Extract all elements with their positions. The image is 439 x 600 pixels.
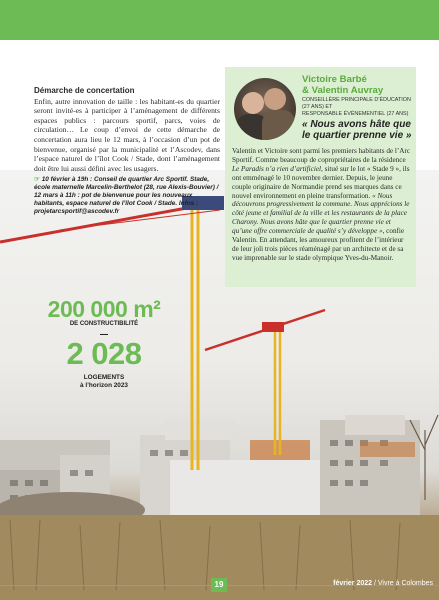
stat-divider	[100, 334, 108, 335]
article-heading: Démarche de concertation	[34, 86, 135, 95]
role-line-2: RESPONSABLE ÉVÉNEMENTIEL (27 ANS)	[302, 111, 409, 118]
article-body: Enfin, autre innovation de taille : les habitant-es du quartier seront invité-es à participer à l’aménagement de différents espaces publics : parcours sportif, parcs, voies de circulation… Le coup d’envoi de cette démarche de concertation aura lieu le 12 mars, à l’occasion d’un pot de bienvenue, organisé par la municipalité et l’Ascodev, dans l’espace naturel de l’îlot Cook / Stade, dont l’aménagement doit être lui aussi défini avec les usagers.	[34, 96, 220, 173]
stat-housing-caption: LOGEMENTS à l’horizon 2023	[80, 374, 128, 389]
info-text: 10 février à 19h : Conseil de quartier Arc Sportif. Stade, école maternelle Marcelin-Berthelot (28, rue Alexis-Bouvier) / 12 mars à 11h : pot de bienvenue pour les nouveaux habitants, espace naturel de l’îlot Cook / Stade. Infos : projetarcsportif@ascodev.fr	[34, 176, 219, 216]
testimonial-text: Valentin et Victoire sont parmi les premiers habitants de l’Arc Sportif. Comme beaucoup de copropriétaires de la résidence Le Paradis n’a rien d’artificiel, situé sur le lot « Stade 9 », ils ont emménagé le 10 novembre dernier. Depuis, le jeune couple originaire de Normandie prend ses marques dans ce nouvel environnement en pleine transformation. « Nous découvrons progressivement la commune. Nous apprécions le côté jeune et familial de la ville et les restaurants de la place Charony. Nous avons hâte que le quartier prenne vie et qu’une offre commerciale de qualité s’y développe », confie Valentin. En attendant, les amoureux profitent de l’intérieur de leur joli trois pièces réaménagé par un architecte et de sa vue imprenable sur le stade olympique Yves-du-Manoir.	[232, 147, 411, 262]
footer-issue: février 2022 / Vivre à Colombes	[333, 580, 433, 587]
stat-constructibility: 200 000 m²	[47, 296, 161, 322]
page-number: 19	[211, 578, 227, 592]
stat-constructibility-caption: DE CONSTRUCTIBILITÉ	[69, 321, 139, 327]
profile-names	[302, 74, 414, 118]
pointing-hand-icon: ☞	[34, 176, 40, 184]
pull-quote: « Nous avons hâte que le quartier prenne vie »	[302, 119, 412, 141]
name-valentin: & Valentin Auvray	[302, 85, 384, 96]
couple-photo	[234, 78, 296, 140]
left-article	[34, 86, 220, 216]
info-block	[34, 176, 220, 216]
top-banner	[0, 0, 439, 40]
role-line-1: CONSEILLÈRE PRINCIPALE D’ÉDUCATION (27 ANS) ET	[302, 97, 411, 110]
name-victoire: Victoire Barbé	[302, 74, 367, 85]
stat-housing: 2 028	[66, 336, 142, 371]
